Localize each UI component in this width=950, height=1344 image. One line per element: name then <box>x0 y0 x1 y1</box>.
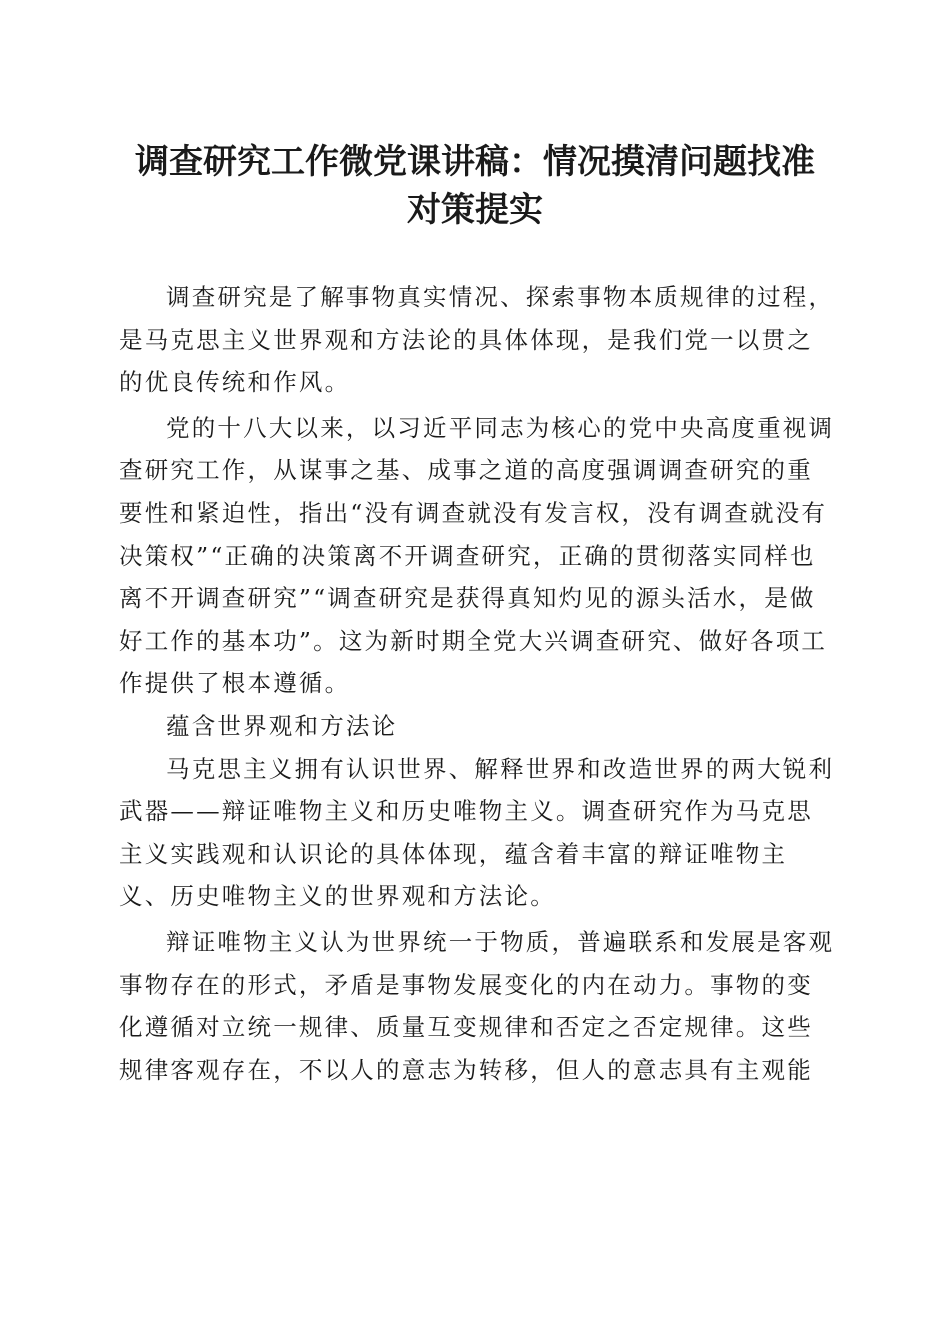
paragraph-dialectical-materialism: 辩证唯物主义认为世界统一于物质，普遍联系和发展是客观事物存在的形式，矛盾是事物发展变化的内在动力。事物的变化遵循对立统一规律、质量互变规律和否定之否定规律。这些规律客观存在，不以人的意志为转移，但人的意志具有主观能 <box>119 927 835 1084</box>
paragraph-marxism: 马克思主义拥有认识世界、解释世界和改造世界的两大锐利武器——辩证唯物主义和历史唯物主义。调查研究作为马克思主义实践观和认识论的具体体现，蕴含着丰富的辩证唯物主义、历史唯物主义的世界观和方法论。 <box>119 754 835 911</box>
title-line-2: 对策提实 <box>407 190 543 230</box>
paragraph-intro: 调查研究是了解事物真实情况、探索事物本质规律的过程，是马克思主义世界观和方法论的具体体现，是我们党一以贯之的优良传统和作风。 <box>119 283 835 397</box>
paragraph-party-emphasis: 党的十八大以来，以习近平同志为核心的党中央高度重视调查研究工作，从谋事之基、成事之道的高度强调调查研究的重要性和紧迫性，指出“没有调查就没有发言权，没有调查就没有决策权”“正确的决策离不开调查研究，正确的贯彻落实同样也离不开调查研究”“调查研究是获得真知灼见的源头活水，是做好工作的基本功”。这为新时期全党大兴调查研究、做好各项工作提供了根本遵循。 <box>119 413 835 698</box>
title-line-1: 调查研究工作微党课讲稿：情况摸清问题找准 <box>135 142 815 182</box>
document-body <box>119 276 835 1091</box>
section-heading: 蕴含世界观和方法论 <box>166 711 398 740</box>
document-title <box>110 138 840 234</box>
